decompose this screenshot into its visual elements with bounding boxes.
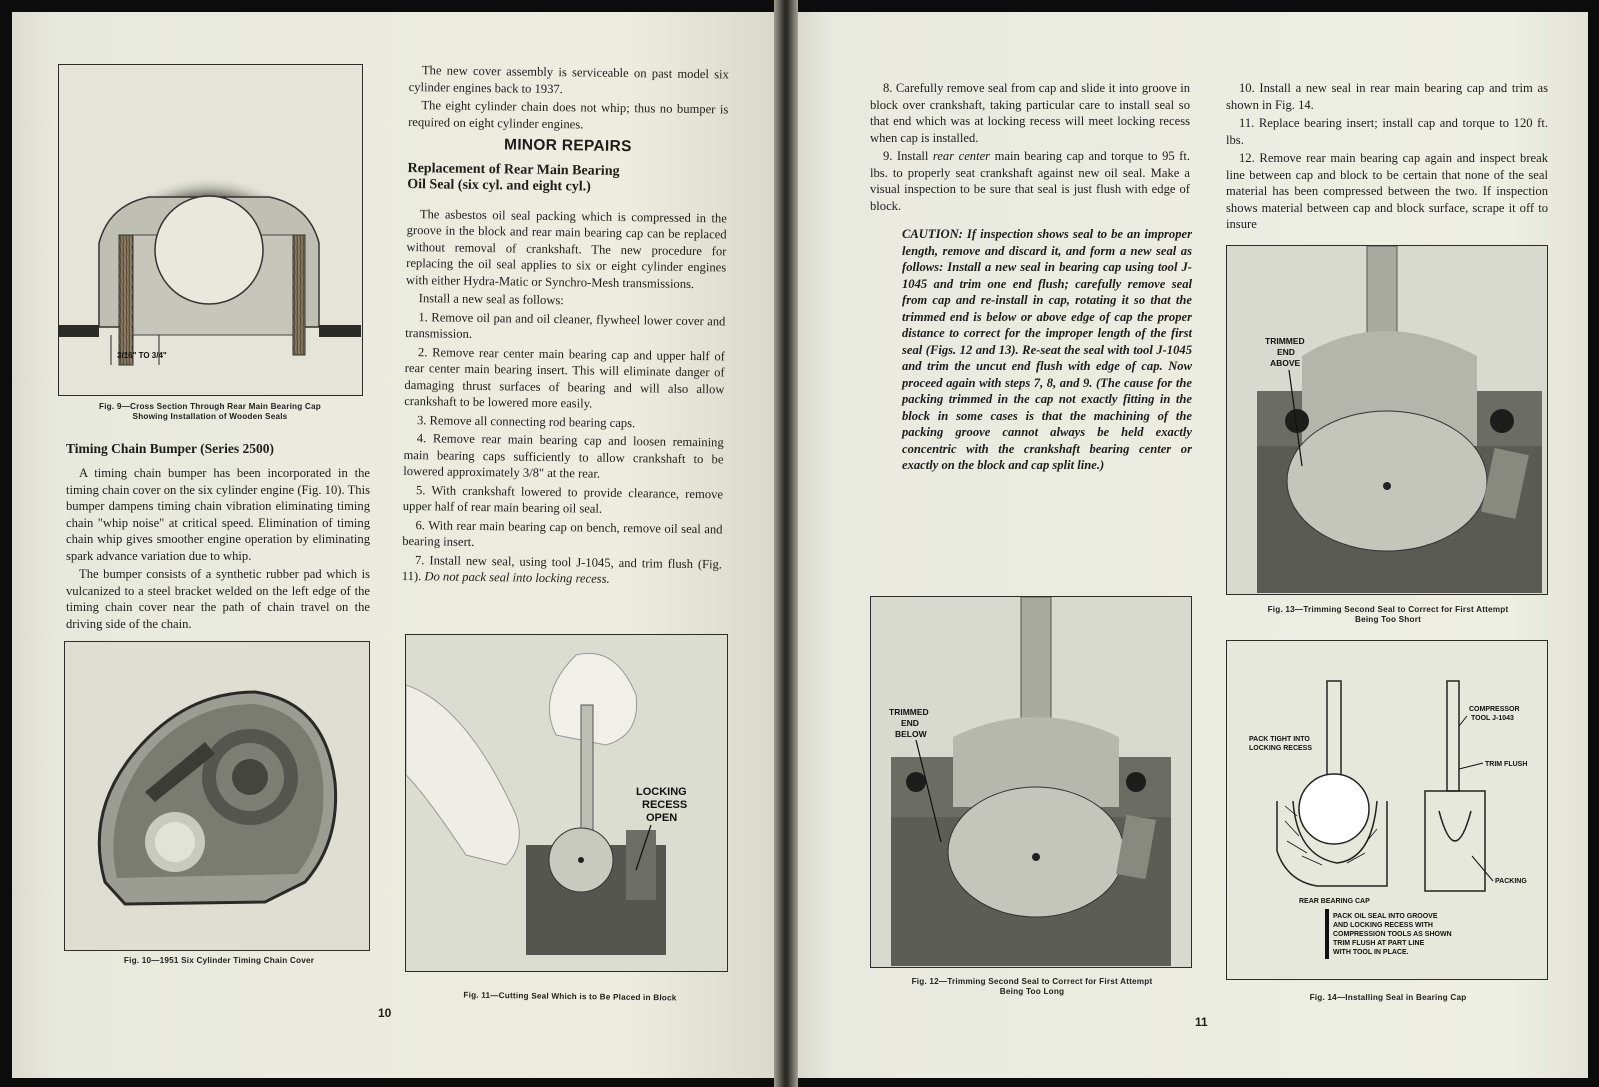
fig14-label-packing: PACKING — [1495, 878, 1527, 885]
fig14-note-line-3: COMPRESSION TOOLS AS SHOWN — [1333, 931, 1452, 938]
step-3: 3. Remove all connecting rod bearing caps. — [416, 412, 636, 430]
fig11-label-open: OPEN — [646, 812, 678, 824]
install-intro: Install a new seal as follows: — [418, 291, 564, 308]
step-8: 8. Carefully remove seal from cap and slide it into groove in block over crankshaft, taking particular care to install seal so that end which was at locking recess will meet locking recess when cap is installed. — [870, 81, 1190, 145]
page-number-left: 10 — [378, 1006, 392, 1020]
step-9-text-a: 9. Install — [883, 149, 933, 163]
figure-14-installing-seal-diagram — [1226, 640, 1548, 980]
figure-12-caption-line-2: Being Too Long — [999, 987, 1065, 996]
minor-repairs-heading: MINOR REPAIRS — [503, 136, 632, 156]
figure-14-caption: Fig. 14—Installing Seal in Bearing Cap — [1309, 993, 1467, 1002]
fig14-note-line-1: PACK OIL SEAL INTO GROOVE — [1333, 913, 1438, 920]
fig13-label-end: END — [1277, 347, 1295, 357]
figure-11-cutting-seal — [405, 634, 728, 972]
figure-13-caption — [1226, 605, 1550, 625]
fig14-note-line-4: TRIM FLUSH AT PART LINE — [1333, 940, 1425, 947]
fig14-note-line-2: AND LOCKING RECESS WITH — [1333, 922, 1433, 929]
step-9-italic: rear center — [932, 149, 991, 163]
timing-chain-paragraph-2: The bumper consists of a synthetic rubber pad which is vulcanized to a steel bracket welded on the left edge of the timing chain cover near the path of chain travel on the driving side of the chain. — [66, 567, 370, 631]
step-4: 4. Remove rear main bearing cap and loosen remaining main bearing caps sufficiently to allow crankshaft to be lowered approximately 3/8" at the rear. — [403, 431, 724, 481]
figure-9-caption — [60, 402, 360, 422]
figure-13-caption-line-2: Being Too Short — [1354, 615, 1422, 624]
fig14-label-locking-recess: LOCKING RECESS — [1249, 745, 1313, 752]
figure-12-caption — [870, 977, 1194, 997]
step-7-text: 7. Install new seal, using tool J-1045, and trim flush (Fig. 11). — [401, 552, 723, 584]
step-9-text-c: main bearing cap and torque to 95 ft. lbs. to properly seat crankshaft against new oil seal. Make a visual inspection to be sure that seal is just flush with edge of block. — [870, 149, 1190, 213]
step-9 — [870, 148, 1190, 214]
oil-seal-subheading-line-2: Oil Seal (six cyl. and eight cyl.) — [407, 176, 591, 195]
asbestos-paragraph: The asbestos oil seal packing which is compressed in the groove in the block and rear main bearing cap can be replaced without removal of crankshaft. The new procedure for replacing the oil seal applies to six or eight cylinder engines with either Hydra-Matic or Synchro-Mesh transmissions. — [405, 206, 727, 291]
figure-11-caption: Fig. 11—Cutting Seal Which is to Be Placed in Block — [463, 990, 677, 1003]
step-1: 1. Remove oil pan and oil cleaner, flywheel lower cover and transmission. — [405, 309, 726, 341]
step-6: 6. With rear main bearing cap on bench, remove oil seal and bearing insert. — [402, 517, 723, 549]
step-2: 2. Remove rear center main bearing cap and upper half of rear center main bearing insert. This will eliminate danger of damaging thrust surfaces of bearing and will also allow crankshaft to be lowered more easily. — [404, 344, 726, 411]
left-page-right-column — [402, 62, 729, 591]
figure-9-caption-line-2: Showing Installation of Wooden Seals — [132, 412, 288, 421]
fig14-label-trim-flush: TRIM FLUSH — [1485, 761, 1528, 768]
fig14-note — [1325, 909, 1452, 959]
figure-9-bearing-cap-cross-section — [58, 64, 363, 396]
fig14-label-tool: TOOL J-1043 — [1471, 715, 1514, 722]
timing-chain-bumper-heading: Timing Chain Bumper (Series 2500) — [66, 441, 275, 456]
fig12-label-end: END — [901, 718, 919, 728]
cover-assembly-paragraph: The new cover assembly is serviceable on past model six cylinder engines back to 1937. — [408, 63, 729, 96]
fig13-label-trimmed: TRIMMED — [1265, 336, 1305, 346]
step-7-italic: Do not pack seal into locking recess. — [424, 569, 610, 586]
right-page-left-column — [870, 80, 1190, 476]
right-page-right-column — [1226, 80, 1548, 235]
oil-seal-subheading — [407, 160, 727, 197]
figure-10-timing-chain-cover — [64, 641, 370, 951]
left-column-text — [66, 440, 370, 634]
eight-cylinder-paragraph: The eight cylinder chain does not whip; thus no bumper is required on eight cylinder engines. — [408, 98, 729, 131]
timing-chain-paragraph-1: A timing chain bumper has been incorporated in the timing chain cover on the six cylinder engine (Fig. 10). This bumper dampens timing chain vibration eliminating timing chain "whip noise" at critical speed. Elimination of timing chain whip gives smoother engine operation by eliminating spark advance variation due to whip. — [66, 466, 370, 563]
step-12: 12. Remove rear main bearing cap again and inspect break line between cap and block to be certain that none of the seal material has been compressed between the two. If inspection shows material between cap and block surface, scrape it off to insure — [1226, 151, 1548, 231]
figure-10-caption: Fig. 10—1951 Six Cylinder Timing Chain Cover — [123, 956, 315, 965]
step-10: 10. Install a new seal in rear main bearing cap and trim as shown in Fig. 14. — [1226, 81, 1548, 112]
figure-13-trimmed-end-above — [1226, 245, 1548, 595]
fig12-label-below: BELOW — [895, 729, 927, 739]
fig9-dimension-label: 3/16" TO 3/4" — [117, 351, 167, 360]
step-5: 5. With crankshaft lowered to provide clearance, remove upper half of rear main bearing oil seal. — [402, 482, 724, 516]
page-number-right: 11 — [1195, 1015, 1208, 1029]
figure-12-caption-line-1: Fig. 12—Trimming Second Seal to Correct for First Attempt — [911, 977, 1153, 986]
fig12-label-trimmed: TRIMMED — [889, 707, 929, 717]
figure-9-caption-line-1: Fig. 9—Cross Section Through Rear Main Bearing Cap — [99, 402, 321, 411]
oil-seal-subheading-line-1: Replacement of Rear Main Bearing — [407, 160, 620, 179]
fig14-label-compressor: COMPRESSOR — [1469, 706, 1520, 713]
fig13-label-above: ABOVE — [1270, 358, 1301, 368]
fig14-note-line-5: WITH TOOL IN PLACE. — [1333, 949, 1409, 956]
figure-12-trimmed-end-below — [870, 596, 1192, 968]
step-11: 11. Replace bearing insert; install cap and torque to 120 ft. lbs. — [1226, 116, 1548, 147]
fig11-label-locking: LOCKING — [636, 786, 687, 798]
fig14-label-rear-bearing-cap: REAR BEARING CAP — [1299, 898, 1370, 905]
book-spine — [774, 0, 798, 1087]
fig14-label-pack-tight: PACK TIGHT INTO — [1249, 736, 1310, 743]
figure-13-caption-line-1: Fig. 13—Trimming Second Seal to Correct for First Attempt — [1267, 605, 1509, 614]
caution-paragraph: CAUTION: If inspection shows seal to be an improper length, remove and discard it, and form a new seal as follows: Install a new seal in bearing cap using tool J-1045 and trim one end flush; carefully remove seal from cap and re-install in cap, rotating it so that the trimmed end is below or above edge of cap the proper distance to correct for the improper length of the first seal (Figs. 12 and 13). Re-seat the seal with tool J-1045 and trim the uncut end flush with edge of cap. Now proceed again with steps 7, 8, and 9. (The cause for the packing trimmed in the cap not exactly fitting in the block in some cases is that the machining of the packing groove cannot always be held exactly concentric with the crankshaft bearing center or exactly on the block and cap split line.) — [902, 227, 1192, 472]
step-7 — [402, 551, 722, 588]
fig11-label-recess: RECESS — [642, 799, 688, 811]
